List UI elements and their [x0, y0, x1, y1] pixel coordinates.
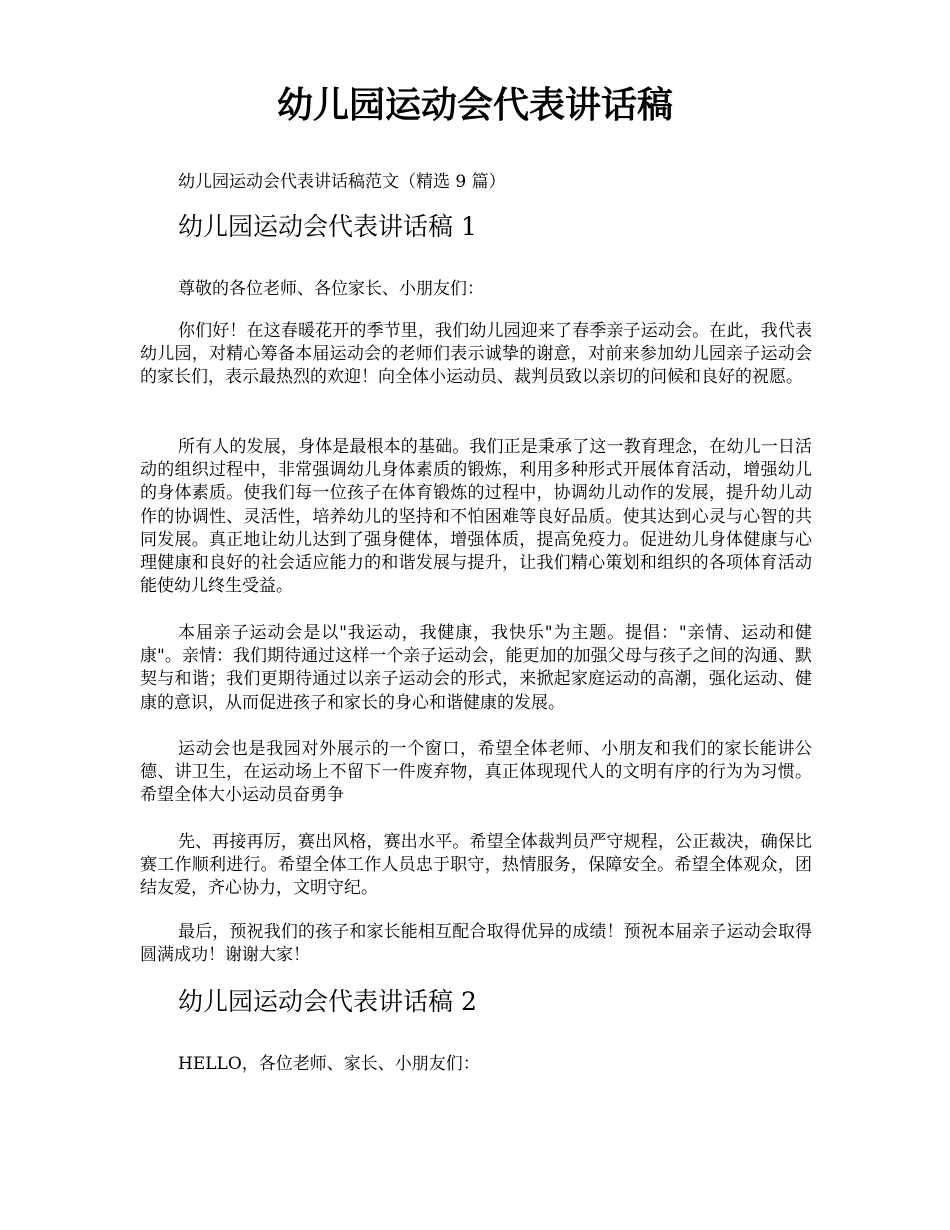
document-title: 幼儿园运动会代表讲话稿 [276, 84, 673, 126]
section-1-greeting: 尊敬的各位老师、各位家长、小朋友们： [178, 279, 484, 299]
document-subtitle: 幼儿园运动会代表讲话稿范文（精选 9 篇） [178, 172, 506, 192]
section-1-paragraph-1: 你们好！在这春暖花开的季节里，我们幼儿园迎来了春季亲子运动会。在此，我代表幼儿园，对精心筹备本届运动会的老师们表示诚挚的谢意，对前来参加幼儿园亲子运动会的家长们，表示最热烈的欢迎！向全体小运动员、裁判员致以亲切的问候和良好的祝愿。 [140, 321, 812, 388]
section-heading-2: 幼儿园运动会代表讲话稿 2 [178, 987, 477, 1016]
section-1-paragraph-2: 所有人的发展，身体是最根本的基础。我们正是秉承了这一教育理念，在幼儿一日活动的组织过程中，非常强调幼儿身体素质的锻炼，利用多种形式开展体育活动，增强幼儿的身体素质。使我们每一位孩子在体育锻炼的过程中，协调幼儿动作的发展，提升幼儿动作的协调性、灵活性，培养幼儿的坚持和不怕困难等良好品质。使其达到心灵与心智的共同发展。真正地让幼儿达到了强身健体，增强体质，提高免疫力。促进幼儿身体健康与心理健康和良好的社会适应能力的和谐发展与提升，让我们精心策划和组织的各项体育活动能使幼儿终生受益。 [140, 437, 812, 597]
section-1-paragraph-5: 先、再接再厉，赛出风格，赛出水平。希望全体裁判员严守规程，公正裁决，确保比赛工作顺利进行。希望全体工作人员忠于职守，热情服务，保障安全。希望全体观众，团结友爱，齐心协力，文明守纪。 [140, 832, 812, 899]
section-2-greeting: HELLO，各位老师、家长、小朋友们： [178, 1054, 480, 1074]
section-1-paragraph-4: 运动会也是我园对外展示的一个窗口，希望全体老师、小朋友和我们的家长能讲公德、讲卫生，在运动场上不留下一件废弃物，真正体现现代人的文明有序的行为为习惯。希望全体大小运动员奋勇争 [140, 739, 812, 806]
section-1-paragraph-6: 最后，预祝我们的孩子和家长能相互配合取得优异的成绩！预祝本届亲子运动会取得圆满成功！谢谢大家！ [140, 922, 812, 966]
section-heading-1: 幼儿园运动会代表讲话稿 1 [178, 212, 477, 241]
section-1-paragraph-3: 本届亲子运动会是以"我运动，我健康，我快乐"为主题。提倡："亲情、运动和健康"。亲情：我们期待通过这样一个亲子运动会，能更加的加强父母与孩子之间的沟通、默契与和谐；我们更期待通过以亲子运动会的形式，来掀起家庭运动的高潮，强化运动、健康的意识，从而促进孩子和家长的身心和谐健康的发展。 [140, 623, 812, 713]
